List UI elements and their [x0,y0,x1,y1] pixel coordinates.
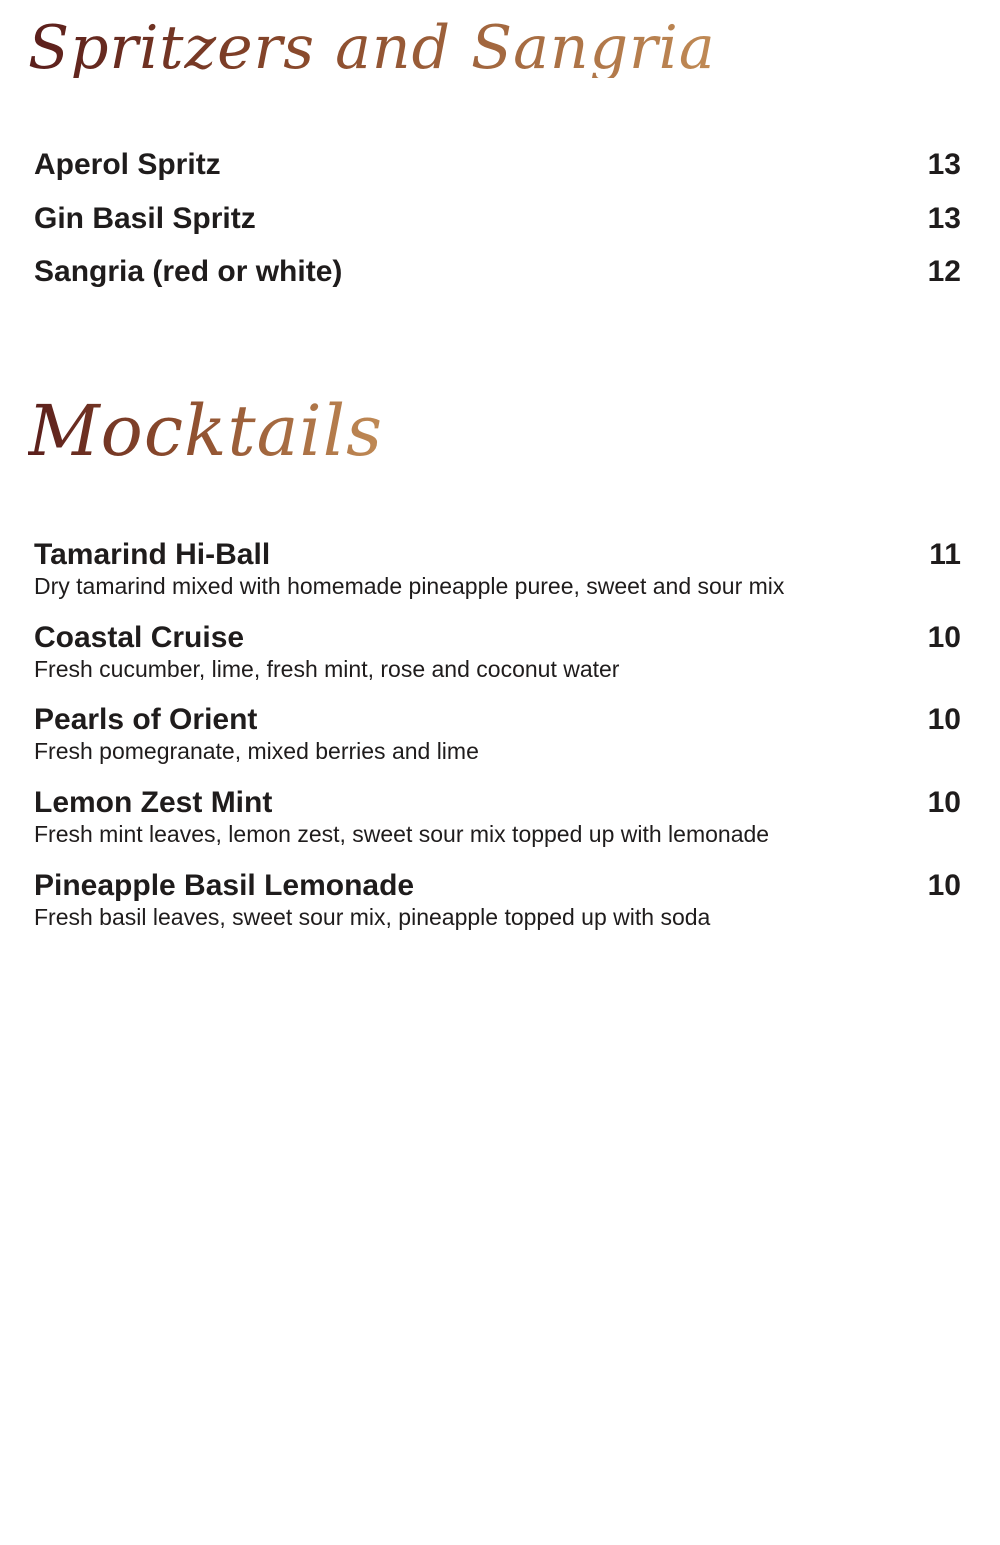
item-name: Gin Basil Spritz [34,202,256,235]
item-description: Fresh mint leaves, lemon zest, sweet sour mix topped up with lemonade [34,821,770,847]
section-heading-spritzers-and-sangria: Spritzers and Sangria [28,13,716,83]
section-heading-mocktails: Mocktails [28,390,384,472]
item-name: Aperol Spritz [34,148,221,181]
item-description: Fresh cucumber, lime, fresh mint, rose and coconut water [34,656,620,682]
item-name: Sangria (red or white) [34,255,343,288]
item-price: 13 [927,202,961,235]
item-price: 10 [927,621,961,654]
item-price: 10 [927,786,961,819]
item-name: Pineapple Basil Lemonade [34,869,415,902]
item-price: 12 [927,255,961,288]
item-price: 10 [927,869,961,902]
item-description: Fresh pomegranate, mixed berries and lime [34,738,479,764]
item-price: 11 [929,538,961,571]
item-name: Lemon Zest Mint [34,786,273,819]
item-name: Coastal Cruise [34,621,245,654]
item-price: 13 [927,148,961,181]
item-name: Tamarind Hi-Ball [34,538,271,571]
item-name: Pearls of Orient [34,703,258,736]
item-description: Dry tamarind mixed with homemade pineapple puree, sweet and sour mix [34,573,785,599]
item-description: Fresh basil leaves, sweet sour mix, pineapple topped up with soda [34,904,711,930]
item-price: 10 [927,703,961,736]
